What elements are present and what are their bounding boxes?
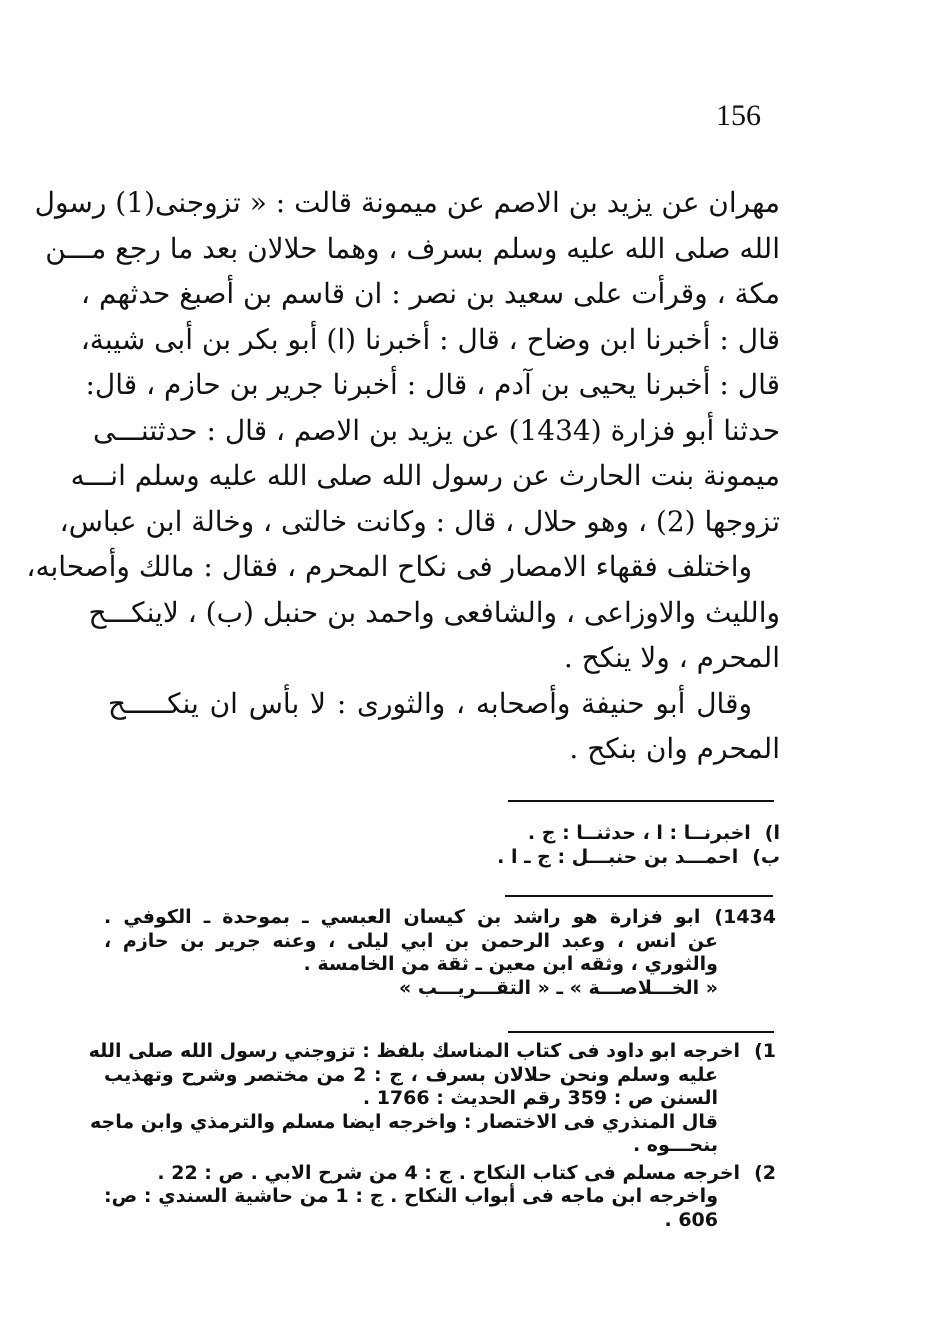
footnotes-references [88, 1040, 776, 1232]
footnote-text: اخبرنــا : ا ، حدثنــا : ج . [527, 822, 751, 844]
footnote-text: اخرجه مسلم فى كتاب النكاح . ج : 4 من شرح الابي . ص : 22 . [157, 1161, 741, 1184]
body-line: حدثنا أبو فزارة (1434) عن يزيد بن الاصم ، قال : حدثتنـــى [92, 413, 780, 447]
body-line: وقال أبو حنيفة وأصحابه ، والثورى : لا بأس ان ينكـــــح [108, 686, 752, 720]
footnote-marker: 2) [754, 1161, 776, 1184]
footnote-marker: 1) [754, 1040, 776, 1062]
footnote-line: والثوري ، وثقه ابن معين ـ ثقة من الخامسة . [303, 953, 718, 975]
body-line: الله صلى الله عليه وسلم بسرف ، وهما حلالان بعد ما رجع مـــن [45, 231, 780, 265]
footnote-line: بنحـــوه . [632, 1134, 718, 1156]
body-line: المحرم ، ولا ينكح . [563, 641, 780, 674]
footnote-line: واخرجه ابن ماجه فى أبواب النكاح . ج : 1 من حاشية السندي : ص: [104, 1185, 718, 1207]
footnotes-letter-variants [430, 822, 780, 869]
body-line: المحرم وان بنكح . [569, 732, 780, 765]
footnote-item [104, 1162, 776, 1233]
footnote-separator [508, 800, 774, 802]
footnote-line: السنن ص : 359 رقم الحديث : 1766 . [362, 1087, 718, 1109]
footnote-line: قال المنذري فى الاختصار : واخرجه ايضا مسلم والترمذي وابن ماجه [89, 1110, 718, 1133]
footnote-item [430, 822, 780, 846]
body-line: تزوجها (2) ، وهو حلال ، قال : وكانت خالتى ، وخالة ابن عباس، [59, 504, 780, 538]
footnote-text: اخرجه ابو داود فى كتاب المناسك بلفظ : تزوجني رسول الله صلى الله [88, 1040, 741, 1062]
footnote-text: احمـــد بن حنبـــل : ج ـ ا . [497, 845, 739, 868]
footnote-line [104, 906, 776, 930]
body-line: ميمونة بنت الحارث عن رسول الله صلى الله عليه وسلم انـــه [70, 459, 780, 492]
body-line: مهران عن يزيد بن الاصم عن ميمونة قالت : « تزوجنى(1) رسول [34, 186, 780, 219]
footnote-marker: 1434) [714, 906, 776, 928]
footnote-line: « الخـــلاصـــة » ـ « التقـــريـــب » [398, 976, 718, 999]
body-line: مكة ، وقرأت على سعيد بن نصر : ان قاسم بن أصبغ حدثهم ، [81, 277, 780, 310]
footnote-marker: ا) [764, 822, 780, 844]
footnote-line [88, 1040, 776, 1064]
body-line: قال : أخبرنا ابن وضاح ، قال : أخبرنا (ا) أبو بكر بن أبى شيبة، [80, 322, 780, 356]
footnote-separator [508, 1031, 774, 1033]
footnote-text: ابو فزارة هو راشد بن كيسان العبسي ـ بموحدة ـ الكوفي . [104, 906, 701, 928]
main-body-text [26, 180, 780, 772]
body-line: والليث والاوزاعى ، والشافعى واحمد بن حنبل (ب) ، لاينكـــح [88, 595, 780, 629]
body-line: واختلف فقهاء الامصار فى نكاح المحرم ، فقال : مالك وأصحابه، [26, 550, 752, 583]
page-number: 156 [716, 99, 761, 132]
footnote-item [88, 1040, 776, 1158]
body-line: قال : أخبرنا يحيى بن آدم ، قال : أخبرنا جرير بن حازم ، قال: [85, 368, 780, 401]
footnote-item [430, 846, 780, 870]
footnote-line [104, 1162, 776, 1186]
footnote-line: 606 . [664, 1208, 718, 1231]
footnote-separator [505, 895, 773, 897]
footnote-narrator-biography [104, 906, 776, 1000]
footnote-line: عن انس ، وعبد الرحمن بن ابي ليلى ، وعنه جرير بن حازم ، [104, 929, 718, 952]
footnote-marker: ب) [752, 845, 780, 868]
footnote-line: عليه وسلم ونحن حلالان بسرف ، ج : 2 من مختصر وشرح وتهذيب [104, 1063, 718, 1086]
